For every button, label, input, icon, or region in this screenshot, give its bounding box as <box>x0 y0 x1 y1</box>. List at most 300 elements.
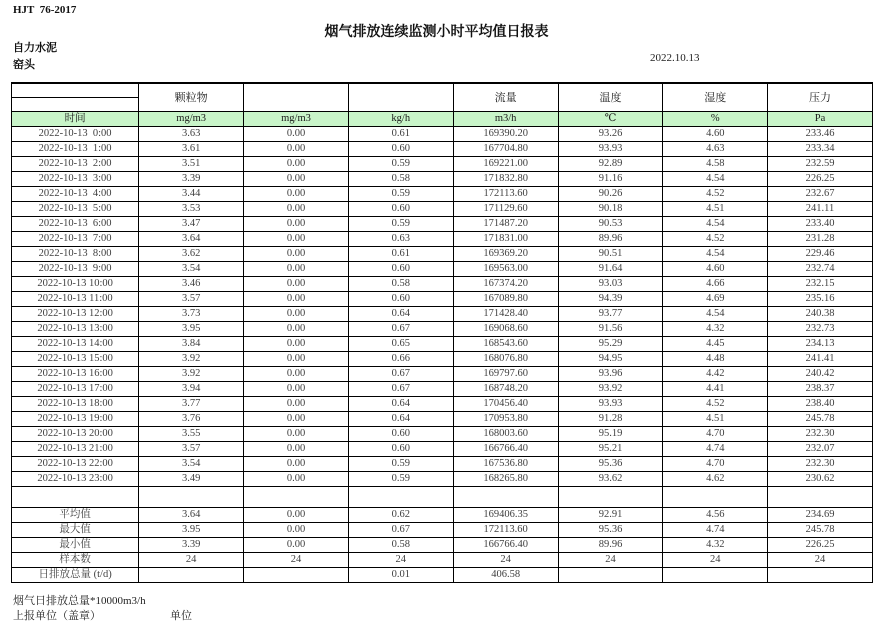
data-row <box>12 397 873 412</box>
summary-value-cell: 24 <box>348 553 453 568</box>
value-cell: 232.67 <box>768 187 873 202</box>
value-cell: 0.00 <box>244 172 349 187</box>
value-cell: 93.77 <box>558 307 663 322</box>
unit-cell: mg/m3 <box>244 112 349 127</box>
summary-value-cell: 0.00 <box>244 538 349 553</box>
header-cell-blank <box>244 83 349 112</box>
summary-row <box>12 568 873 583</box>
time-cell: 2022-10-13 3:00 <box>12 172 139 187</box>
value-cell: 3.92 <box>139 367 244 382</box>
header-cell-humidity: 湿度 <box>663 83 768 112</box>
summary-value-cell <box>663 568 768 583</box>
data-row <box>12 457 873 472</box>
summary-value-cell: 89.96 <box>558 538 663 553</box>
value-cell: 0.60 <box>348 262 453 277</box>
report-date: 2022.10.13 <box>650 52 700 64</box>
value-cell: 3.62 <box>139 247 244 262</box>
value-cell: 168748.20 <box>453 382 558 397</box>
summary-row <box>12 553 873 568</box>
value-cell: 0.00 <box>244 232 349 247</box>
summary-row <box>12 523 873 538</box>
value-cell: 4.54 <box>663 247 768 262</box>
summary-value-cell: 4.74 <box>663 523 768 538</box>
empty-cell <box>244 487 349 508</box>
header-cell-flow: 流量 <box>453 83 558 112</box>
value-cell: 0.00 <box>244 217 349 232</box>
footnote-unit-label: 单位 <box>170 610 192 622</box>
time-cell: 2022-10-13 5:00 <box>12 202 139 217</box>
value-cell: 4.62 <box>663 472 768 487</box>
value-cell: 4.66 <box>663 277 768 292</box>
time-cell: 2022-10-13 7:00 <box>12 232 139 247</box>
value-cell: 3.84 <box>139 337 244 352</box>
value-cell: 3.92 <box>139 352 244 367</box>
summary-value-cell: 169406.35 <box>453 508 558 523</box>
summary-value-cell <box>768 568 873 583</box>
summary-value-cell: 24 <box>139 553 244 568</box>
value-cell: 0.61 <box>348 247 453 262</box>
data-row <box>12 307 873 322</box>
value-cell: 0.61 <box>348 127 453 142</box>
unit-cell: ℃ <box>558 112 663 127</box>
time-cell: 2022-10-13 19:00 <box>12 412 139 427</box>
value-cell: 93.96 <box>558 367 663 382</box>
value-cell: 3.47 <box>139 217 244 232</box>
value-cell: 0.67 <box>348 382 453 397</box>
value-cell: 0.60 <box>348 142 453 157</box>
value-cell: 168543.60 <box>453 337 558 352</box>
value-cell: 232.30 <box>768 457 873 472</box>
summary-label-cell: 平均值 <box>12 508 139 523</box>
value-cell: 0.60 <box>348 427 453 442</box>
value-cell: 0.65 <box>348 337 453 352</box>
data-row <box>12 382 873 397</box>
value-cell: 0.00 <box>244 247 349 262</box>
value-cell: 0.67 <box>348 322 453 337</box>
time-cell: 2022-10-13 15:00 <box>12 352 139 367</box>
time-cell: 2022-10-13 22:00 <box>12 457 139 472</box>
value-cell: 0.58 <box>348 277 453 292</box>
data-row <box>12 232 873 247</box>
time-cell: 2022-10-13 4:00 <box>12 187 139 202</box>
value-cell: 4.52 <box>663 232 768 247</box>
value-cell: 0.00 <box>244 382 349 397</box>
empty-cell <box>768 487 873 508</box>
value-cell: 3.57 <box>139 292 244 307</box>
value-cell: 0.00 <box>244 142 349 157</box>
value-cell: 167374.20 <box>453 277 558 292</box>
value-cell: 92.89 <box>558 157 663 172</box>
value-cell: 169068.60 <box>453 322 558 337</box>
value-cell: 172113.60 <box>453 187 558 202</box>
empty-cell <box>453 487 558 508</box>
value-cell: 4.58 <box>663 157 768 172</box>
value-cell: 0.63 <box>348 232 453 247</box>
unit-cell: m3/h <box>453 112 558 127</box>
value-cell: 235.16 <box>768 292 873 307</box>
summary-value-cell: 24 <box>558 553 663 568</box>
unit-cell: mg/m3 <box>139 112 244 127</box>
value-cell: 3.94 <box>139 382 244 397</box>
value-cell: 168003.60 <box>453 427 558 442</box>
data-row <box>12 277 873 292</box>
value-cell: 0.00 <box>244 442 349 457</box>
summary-value-cell: 172113.60 <box>453 523 558 538</box>
value-cell: 3.73 <box>139 307 244 322</box>
data-row <box>12 202 873 217</box>
summary-value-cell: 0.00 <box>244 508 349 523</box>
value-cell: 4.52 <box>663 397 768 412</box>
value-cell: 169797.60 <box>453 367 558 382</box>
value-cell: 232.07 <box>768 442 873 457</box>
value-cell: 167089.80 <box>453 292 558 307</box>
value-cell: 0.00 <box>244 457 349 472</box>
summary-value-cell: 24 <box>663 553 768 568</box>
value-cell: 90.51 <box>558 247 663 262</box>
time-cell: 2022-10-13 11:00 <box>12 292 139 307</box>
value-cell: 170953.80 <box>453 412 558 427</box>
value-cell: 4.52 <box>663 187 768 202</box>
summary-value-cell: 3.39 <box>139 538 244 553</box>
summary-value-cell: 245.78 <box>768 523 873 538</box>
value-cell: 89.96 <box>558 232 663 247</box>
standard-number: HJT 76-2017 <box>13 4 77 16</box>
value-cell: 168265.80 <box>453 472 558 487</box>
summary-label-cell: 样本数 <box>12 553 139 568</box>
time-cell: 2022-10-13 8:00 <box>12 247 139 262</box>
time-cell: 2022-10-13 14:00 <box>12 337 139 352</box>
value-cell: 4.42 <box>663 367 768 382</box>
value-cell: 0.00 <box>244 427 349 442</box>
summary-value-cell: 4.32 <box>663 538 768 553</box>
time-cell: 2022-10-13 16:00 <box>12 367 139 382</box>
summary-value-cell: 95.36 <box>558 523 663 538</box>
value-cell: 4.70 <box>663 457 768 472</box>
unit-header-row <box>12 112 873 127</box>
data-row <box>12 472 873 487</box>
separator-row <box>12 487 873 508</box>
value-cell: 4.69 <box>663 292 768 307</box>
value-cell: 233.34 <box>768 142 873 157</box>
value-cell: 0.00 <box>244 307 349 322</box>
value-cell: 4.41 <box>663 382 768 397</box>
time-cell: 2022-10-13 0:00 <box>12 127 139 142</box>
value-cell: 90.26 <box>558 187 663 202</box>
value-cell: 90.53 <box>558 217 663 232</box>
value-cell: 169221.00 <box>453 157 558 172</box>
value-cell: 4.63 <box>663 142 768 157</box>
value-cell: 232.59 <box>768 157 873 172</box>
value-cell: 231.28 <box>768 232 873 247</box>
value-cell: 91.64 <box>558 262 663 277</box>
value-cell: 93.93 <box>558 142 663 157</box>
empty-cell <box>139 487 244 508</box>
value-cell: 0.00 <box>244 337 349 352</box>
value-cell: 4.51 <box>663 412 768 427</box>
value-cell: 232.30 <box>768 427 873 442</box>
unit-cell-time: 时间 <box>12 112 139 127</box>
value-cell: 167536.80 <box>453 457 558 472</box>
value-cell: 93.26 <box>558 127 663 142</box>
empty-cell <box>663 487 768 508</box>
data-row <box>12 322 873 337</box>
value-cell: 166766.40 <box>453 442 558 457</box>
value-cell: 171487.20 <box>453 217 558 232</box>
value-cell: 4.54 <box>663 307 768 322</box>
value-cell: 0.00 <box>244 292 349 307</box>
summary-value-cell: 24 <box>453 553 558 568</box>
value-cell: 3.76 <box>139 412 244 427</box>
summary-value-cell: 4.56 <box>663 508 768 523</box>
data-row <box>12 292 873 307</box>
value-cell: 0.00 <box>244 322 349 337</box>
summary-value-cell: 0.00 <box>244 523 349 538</box>
value-cell: 171428.40 <box>453 307 558 322</box>
report-title: 烟气排放连续监测小时平均值日报表 <box>324 23 549 39</box>
value-cell: 3.44 <box>139 187 244 202</box>
value-cell: 4.70 <box>663 427 768 442</box>
value-cell: 171832.80 <box>453 172 558 187</box>
value-cell: 229.46 <box>768 247 873 262</box>
value-cell: 3.63 <box>139 127 244 142</box>
value-cell: 4.54 <box>663 217 768 232</box>
summary-value-cell: 0.67 <box>348 523 453 538</box>
value-cell: 167704.80 <box>453 142 558 157</box>
value-cell: 3.54 <box>139 457 244 472</box>
group-header-row <box>12 83 873 98</box>
value-cell: 0.00 <box>244 127 349 142</box>
value-cell: 0.64 <box>348 412 453 427</box>
value-cell: 0.60 <box>348 292 453 307</box>
value-cell: 3.57 <box>139 442 244 457</box>
table-body <box>12 127 873 583</box>
value-cell: 3.49 <box>139 472 244 487</box>
footnote-total-flow: 烟气日排放总量*10000m3/h <box>13 595 146 607</box>
data-row <box>12 427 873 442</box>
time-cell: 2022-10-13 2:00 <box>12 157 139 172</box>
value-cell: 91.56 <box>558 322 663 337</box>
value-cell: 0.59 <box>348 217 453 232</box>
value-cell: 95.36 <box>558 457 663 472</box>
header-cell-temperature: 温度 <box>558 83 663 112</box>
summary-value-cell: 3.64 <box>139 508 244 523</box>
value-cell: 232.74 <box>768 262 873 277</box>
value-cell: 4.45 <box>663 337 768 352</box>
value-cell: 241.11 <box>768 202 873 217</box>
value-cell: 94.39 <box>558 292 663 307</box>
value-cell: 3.95 <box>139 322 244 337</box>
value-cell: 0.00 <box>244 187 349 202</box>
data-row <box>12 187 873 202</box>
summary-value-cell: 3.95 <box>139 523 244 538</box>
time-cell: 2022-10-13 9:00 <box>12 262 139 277</box>
summary-value-cell: 0.01 <box>348 568 453 583</box>
value-cell: 0.64 <box>348 307 453 322</box>
summary-value-cell: 234.69 <box>768 508 873 523</box>
empty-cell <box>558 487 663 508</box>
data-row <box>12 442 873 457</box>
value-cell: 4.51 <box>663 202 768 217</box>
value-cell: 3.53 <box>139 202 244 217</box>
value-cell: 171129.60 <box>453 202 558 217</box>
value-cell: 234.13 <box>768 337 873 352</box>
value-cell: 94.95 <box>558 352 663 367</box>
value-cell: 3.77 <box>139 397 244 412</box>
value-cell: 3.51 <box>139 157 244 172</box>
data-row <box>12 262 873 277</box>
value-cell: 93.62 <box>558 472 663 487</box>
value-cell: 95.19 <box>558 427 663 442</box>
value-cell: 4.54 <box>663 172 768 187</box>
time-cell: 2022-10-13 1:00 <box>12 142 139 157</box>
header-cell-blank <box>12 98 139 112</box>
value-cell: 0.00 <box>244 367 349 382</box>
time-cell: 2022-10-13 18:00 <box>12 397 139 412</box>
time-cell: 2022-10-13 20:00 <box>12 427 139 442</box>
data-row <box>12 127 873 142</box>
value-cell: 245.78 <box>768 412 873 427</box>
value-cell: 238.37 <box>768 382 873 397</box>
data-row <box>12 142 873 157</box>
value-cell: 0.59 <box>348 457 453 472</box>
value-cell: 0.60 <box>348 202 453 217</box>
value-cell: 0.00 <box>244 412 349 427</box>
value-cell: 4.48 <box>663 352 768 367</box>
value-cell: 226.25 <box>768 172 873 187</box>
value-cell: 95.21 <box>558 442 663 457</box>
summary-value-cell: 166766.40 <box>453 538 558 553</box>
summary-value-cell: 226.25 <box>768 538 873 553</box>
data-row <box>12 412 873 427</box>
value-cell: 3.46 <box>139 277 244 292</box>
summary-value-cell <box>558 568 663 583</box>
value-cell: 93.92 <box>558 382 663 397</box>
value-cell: 240.42 <box>768 367 873 382</box>
value-cell: 169390.20 <box>453 127 558 142</box>
header-cell-blank <box>348 83 453 112</box>
value-cell: 93.03 <box>558 277 663 292</box>
value-cell: 4.32 <box>663 322 768 337</box>
data-row <box>12 217 873 232</box>
value-cell: 90.18 <box>558 202 663 217</box>
value-cell: 0.66 <box>348 352 453 367</box>
value-cell: 0.00 <box>244 157 349 172</box>
value-cell: 91.16 <box>558 172 663 187</box>
value-cell: 3.64 <box>139 232 244 247</box>
value-cell: 93.93 <box>558 397 663 412</box>
value-cell: 0.60 <box>348 442 453 457</box>
value-cell: 95.29 <box>558 337 663 352</box>
value-cell: 169563.00 <box>453 262 558 277</box>
empty-cell <box>348 487 453 508</box>
data-row <box>12 157 873 172</box>
report-table <box>11 82 873 583</box>
value-cell: 0.58 <box>348 172 453 187</box>
summary-value-cell: 0.58 <box>348 538 453 553</box>
value-cell: 4.74 <box>663 442 768 457</box>
summary-value-cell: 24 <box>244 553 349 568</box>
summary-label-cell: 日排放总量 (t/d) <box>12 568 139 583</box>
unit-cell: Pa <box>768 112 873 127</box>
value-cell: 0.67 <box>348 367 453 382</box>
value-cell: 241.41 <box>768 352 873 367</box>
data-row <box>12 352 873 367</box>
time-cell: 2022-10-13 17:00 <box>12 382 139 397</box>
table-header <box>12 83 873 127</box>
data-row <box>12 247 873 262</box>
value-cell: 233.46 <box>768 127 873 142</box>
data-row <box>12 367 873 382</box>
summary-row <box>12 538 873 553</box>
footnote-reporting-unit: 上报单位（盖章） <box>13 610 101 622</box>
time-cell: 2022-10-13 23:00 <box>12 472 139 487</box>
time-cell: 2022-10-13 12:00 <box>12 307 139 322</box>
value-cell: 3.54 <box>139 262 244 277</box>
summary-value-cell: 24 <box>768 553 873 568</box>
value-cell: 0.00 <box>244 277 349 292</box>
value-cell: 3.55 <box>139 427 244 442</box>
header-cell-blank <box>12 83 139 98</box>
summary-value-cell: 92.91 <box>558 508 663 523</box>
value-cell: 170456.40 <box>453 397 558 412</box>
summary-value-cell <box>244 568 349 583</box>
value-cell: 240.38 <box>768 307 873 322</box>
value-cell: 232.15 <box>768 277 873 292</box>
value-cell: 3.39 <box>139 172 244 187</box>
time-cell: 2022-10-13 13:00 <box>12 322 139 337</box>
value-cell: 0.64 <box>348 397 453 412</box>
value-cell: 171831.00 <box>453 232 558 247</box>
value-cell: 238.40 <box>768 397 873 412</box>
value-cell: 230.62 <box>768 472 873 487</box>
value-cell: 3.61 <box>139 142 244 157</box>
company-name: 自力水泥 <box>13 42 57 54</box>
header-cell-particulate: 颗粒物 <box>139 83 244 112</box>
value-cell: 4.60 <box>663 127 768 142</box>
value-cell: 0.59 <box>348 157 453 172</box>
value-cell: 0.00 <box>244 202 349 217</box>
time-cell: 2022-10-13 6:00 <box>12 217 139 232</box>
unit-cell: kg/h <box>348 112 453 127</box>
value-cell: 168076.80 <box>453 352 558 367</box>
value-cell: 0.00 <box>244 352 349 367</box>
value-cell: 0.00 <box>244 397 349 412</box>
value-cell: 233.40 <box>768 217 873 232</box>
summary-label-cell: 最大值 <box>12 523 139 538</box>
summary-value-cell: 0.62 <box>348 508 453 523</box>
value-cell: 4.60 <box>663 262 768 277</box>
time-cell: 2022-10-13 10:00 <box>12 277 139 292</box>
value-cell: 91.28 <box>558 412 663 427</box>
value-cell: 0.59 <box>348 472 453 487</box>
summary-label-cell: 最小值 <box>12 538 139 553</box>
value-cell: 169369.20 <box>453 247 558 262</box>
unit-cell: % <box>663 112 768 127</box>
value-cell: 232.73 <box>768 322 873 337</box>
summary-value-cell <box>139 568 244 583</box>
summary-value-cell: 406.58 <box>453 568 558 583</box>
data-row <box>12 172 873 187</box>
value-cell: 0.59 <box>348 187 453 202</box>
summary-row <box>12 508 873 523</box>
time-cell: 2022-10-13 21:00 <box>12 442 139 457</box>
empty-cell <box>12 487 139 508</box>
header-cell-pressure: 压力 <box>768 83 873 112</box>
monitoring-point: 窑头 <box>13 59 35 71</box>
value-cell: 0.00 <box>244 472 349 487</box>
data-row <box>12 337 873 352</box>
value-cell: 0.00 <box>244 262 349 277</box>
